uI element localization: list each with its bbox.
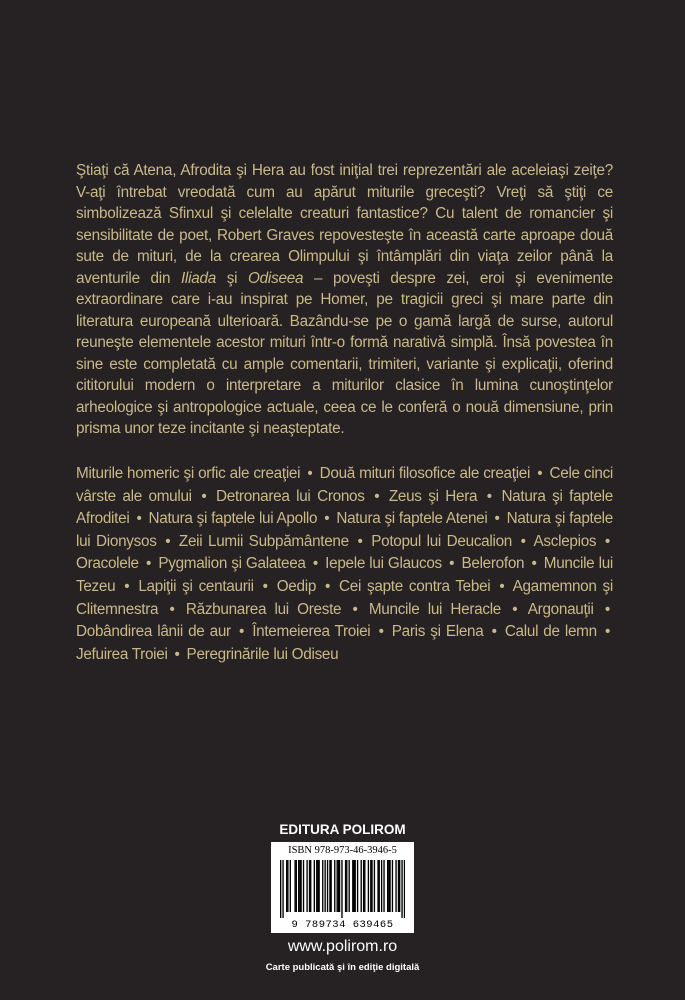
- contents-item: Zeii Lumii Subpământene: [178, 532, 349, 550]
- contents-separator: •: [486, 487, 492, 505]
- barcode-bar: [401, 860, 402, 918]
- barcode-bar: [387, 860, 388, 912]
- contents-item: Oracolele: [76, 555, 139, 573]
- contents-item: Natura şi faptele lui Apollo: [148, 510, 318, 528]
- contents-separator: •: [174, 645, 180, 663]
- contents-item: Iepele lui Glaucos: [325, 555, 442, 573]
- digital-edition-note: Carte publicată şi în ediţie digitală: [265, 962, 420, 973]
- barcode-bar: [327, 860, 328, 912]
- barcode-bar: [352, 860, 353, 912]
- barcode-bar: [364, 860, 365, 912]
- barcode-digits: 9 789734 639465: [291, 919, 394, 931]
- contents-item: Întemeierea Troiei: [252, 623, 371, 641]
- contents-separator: •: [494, 510, 500, 528]
- barcode-bar: [355, 860, 356, 912]
- contents-separator: •: [491, 623, 497, 641]
- blurb-conjunction: şi: [216, 269, 249, 287]
- barcode-bar: [298, 860, 299, 912]
- contents-separator: •: [136, 510, 142, 528]
- barcode-bar: [363, 860, 364, 912]
- barcode-bar: [379, 860, 380, 912]
- blurb-title-iliada: Iliada: [180, 269, 217, 287]
- contents-separator: •: [325, 577, 331, 595]
- barcode-bar: [300, 860, 301, 912]
- contents-separator: •: [499, 577, 505, 595]
- barcode-bar: [389, 860, 390, 912]
- contents-separator: •: [201, 487, 207, 505]
- barcode-bar: [345, 860, 346, 912]
- barcode-bar: [299, 860, 300, 912]
- barcode-bar: [324, 860, 325, 912]
- blurb-text-end: – poveşti despre zei, eroi şi evenimente extraordinare care i-au inspirat pe Homer, pe tragicii greci şi mare parte din literatura europeană ulterioară. Bazându-se pe o gamă largă de surse, autorul reuneşte elementele acestor mituri într-o formă narativă simplă. Însă povestea în sine este completată cu ample comentarii, trimiteri, variante şi explicaţii, oferind cititorului modern o interpretare a miturilor clasice în lumina cunoştinţelor arheologice şi antropologice actuale, ceea ce le conferă o nouă dimensiune, prin prisma unor teze incitante şi neaşteptate.: [76, 269, 613, 437]
- contents-separator: •: [378, 623, 384, 641]
- barcode-bar: [309, 860, 310, 912]
- barcode-bar: [398, 860, 399, 912]
- barcode-bar: [339, 860, 340, 912]
- contents-separator: •: [312, 555, 318, 573]
- contents-item: Detronarea lui Cronos: [216, 487, 365, 505]
- publisher-website: www.polirom.ro: [287, 938, 398, 955]
- contents-separator: •: [604, 600, 610, 618]
- contents-item: Natura şi faptele Atenei: [336, 510, 488, 528]
- contents-item: Jefuirea Troiei: [76, 645, 168, 663]
- contents-item: Peregrinările lui Odiseu: [186, 645, 339, 663]
- contents-separator: •: [374, 487, 380, 505]
- barcode-bar: [346, 860, 347, 912]
- barcode-bar: [322, 860, 323, 912]
- barcode-bar: [399, 860, 400, 912]
- contents-item: Agamemnon şi Clitemnestra: [76, 577, 614, 618]
- contents-list: [76, 463, 613, 666]
- contents-separator: •: [324, 510, 330, 528]
- contents-item: Răzbunarea lui Oreste: [185, 600, 342, 618]
- barcode-bars: [280, 860, 405, 918]
- contents-item: Argonauţii: [527, 600, 594, 618]
- contents-separator: •: [537, 465, 543, 482]
- barcode-bar: [349, 860, 350, 912]
- barcode-bar: [370, 860, 371, 912]
- contents-item: Potopul lui Deucalion: [371, 532, 512, 550]
- contents-separator: •: [449, 555, 455, 573]
- barcode-bar: [338, 860, 339, 912]
- barcode-bar: [314, 860, 315, 912]
- contents-item: Belerofon: [461, 555, 525, 573]
- barcode-bar: [374, 860, 375, 912]
- contents-separator: •: [352, 600, 358, 618]
- barcode-bar: [392, 860, 393, 912]
- contents-item: Oedip: [276, 577, 317, 595]
- barcode-bar: [282, 860, 283, 918]
- barcode-bar: [303, 860, 304, 912]
- barcode-bar: [287, 860, 288, 912]
- contents-item: Cei şapte contra Tebei: [339, 577, 491, 595]
- contents-separator: •: [124, 577, 130, 595]
- blurb-text-start: Ştiaţi că Atena, Afrodita şi Hera au fost iniţial trei reprezentări ale aceleiaşi zeiţe? V-aţi întrebat vreodată cum au apărut miturile greceşti? Vreţi să ştiţi ce simbolizează Sfinxul şi celelalte creaturi fantastice? Cu talent de romancier şi sensibilitate de poet, Robert Graves repovesteşte în această carte aproape două sute de mituri, de la crearea Olimpului şi întâmplări din viaţa zeilor până la aventurile din: [76, 162, 613, 287]
- contents-separator: •: [512, 600, 518, 618]
- contents-item: Paris şi Elena: [391, 623, 484, 641]
- barcode-bar: [310, 860, 311, 912]
- publisher-name: EDITURA POLIROM: [279, 822, 406, 837]
- contents-item: Asclepios: [533, 532, 597, 550]
- contents-item: Muncile lui Tezeu: [76, 555, 614, 595]
- barcode-bar: [290, 860, 291, 912]
- barcode-bar: [330, 860, 331, 912]
- barcode-bar: [357, 860, 358, 912]
- barcode-bar: [294, 860, 295, 912]
- barcode-bar: [404, 860, 405, 918]
- barcode-bar: [361, 860, 362, 912]
- contents-separator: •: [169, 600, 175, 618]
- contents-item: Zeus şi Hera: [388, 487, 478, 505]
- barcode-bar: [336, 860, 337, 912]
- contents-item: Cele cinci vârste ale omului: [76, 465, 614, 505]
- contents-item: Dobândirea lânii de aur: [76, 623, 231, 641]
- barcode-bar: [306, 860, 307, 912]
- contents-separator: •: [357, 532, 363, 550]
- blurb-title-odiseea: Odiseea: [248, 269, 304, 287]
- contents-item: Calul de lemn: [504, 623, 597, 641]
- contents-item: Miturile homeric şi orfic ale creaţiei: [76, 465, 301, 482]
- contents-separator: •: [604, 623, 611, 641]
- back-cover-blurb: [76, 160, 613, 440]
- contents-separator: •: [165, 532, 171, 550]
- barcode-bar: [353, 860, 354, 912]
- barcode-bar: [341, 860, 342, 918]
- barcode-bar: [381, 860, 382, 912]
- contents-item: Două mituri filosofice ale creaţiei: [319, 465, 531, 482]
- barcode: [271, 842, 414, 933]
- contents-separator: •: [146, 555, 152, 573]
- contents-separator: •: [520, 532, 526, 550]
- barcode-bar: [377, 860, 378, 912]
- barcode-bar: [316, 860, 317, 912]
- barcode-bar: [318, 860, 319, 912]
- barcode-bar: [388, 860, 389, 912]
- contents-item: Pygmalion şi Galateea: [158, 555, 306, 573]
- barcode-bar: [317, 860, 318, 912]
- contents-separator: •: [307, 465, 313, 482]
- contents-item: Lapiţii şi centaurii: [138, 577, 254, 595]
- barcode-bar: [329, 860, 330, 912]
- barcode-bar: [296, 860, 297, 912]
- contents-separator: •: [531, 555, 537, 573]
- barcode-bar: [368, 860, 369, 912]
- barcode-bar: [371, 860, 372, 912]
- contents-separator: •: [238, 623, 245, 641]
- barcode-bar: [286, 860, 287, 912]
- contents-separator: •: [262, 577, 268, 595]
- barcode-bar: [280, 860, 281, 918]
- barcode-bar: [395, 860, 396, 912]
- contents-separator: •: [604, 532, 610, 550]
- barcode-bar: [334, 860, 335, 912]
- contents-item: Muncile lui Heracle: [368, 600, 501, 618]
- contents-item: Natura şi faptele Afroditei: [76, 487, 613, 528]
- barcode-bar: [383, 860, 384, 912]
- contents-item: Natura şi faptele lui Dionysos: [76, 510, 613, 550]
- isbn-label: ISBN 978-973-46-3946-5: [288, 845, 397, 856]
